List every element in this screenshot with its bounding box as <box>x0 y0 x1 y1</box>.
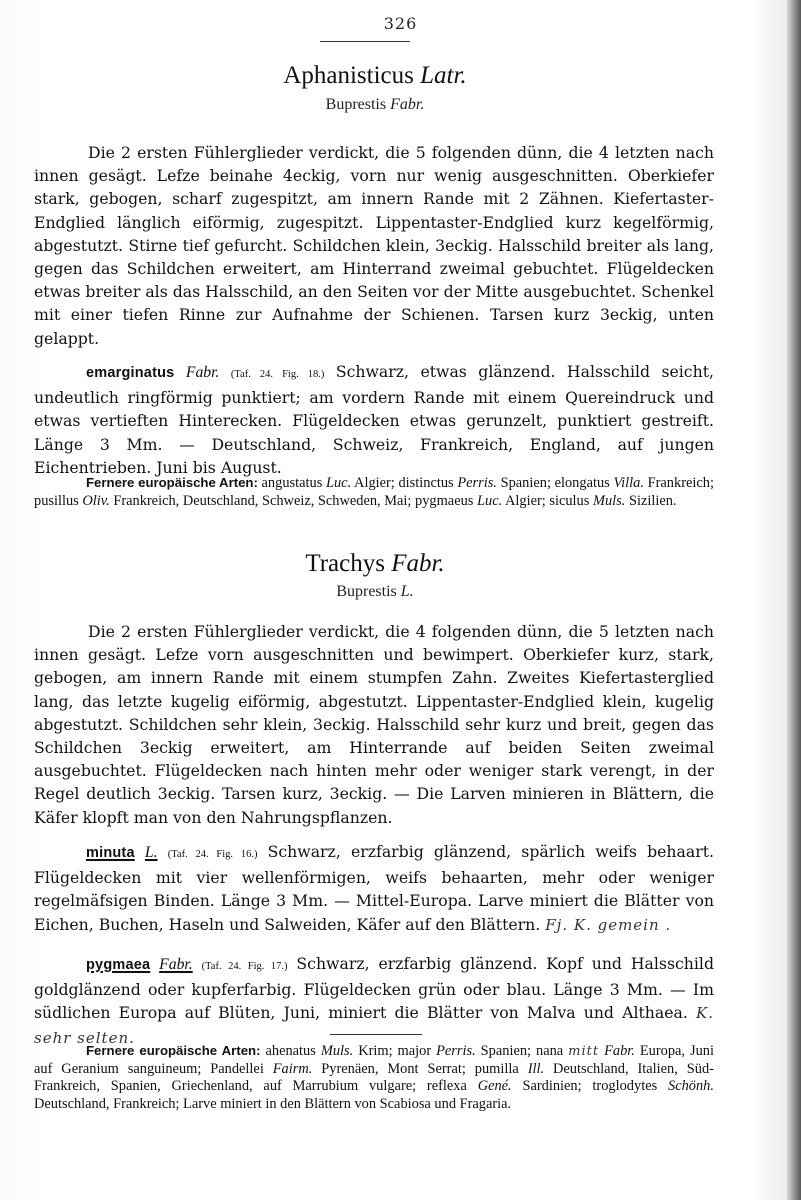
plate-reference: (Taf. 24. Fig. 17.) <box>201 961 288 972</box>
further-text: Deutschland, Frankreich; Larve miniert in den Blättern von Scabiosa und Fragaria. <box>34 1095 512 1112</box>
further-text: Spanien; nana <box>480 1043 564 1059</box>
synonym-author: L. <box>400 583 414 600</box>
further-species-lead: Fernere europäische Arten: <box>86 475 258 490</box>
genus-synonym <box>0 583 750 601</box>
species-entry-pygmaea <box>34 952 714 1050</box>
further-text: Frankreich, Deutschland, Schweiz, Schweden, Mai; pygmaeus <box>113 492 474 509</box>
species-name: emarginatus <box>86 365 175 381</box>
page-number: 326 <box>383 14 418 33</box>
page-number-rule <box>320 41 410 42</box>
genus-heading-trachys <box>0 550 750 578</box>
further-species-list <box>34 1042 714 1113</box>
further-author: Fabr. <box>604 1043 635 1059</box>
further-author: Perris. <box>457 475 497 491</box>
further-text: Algier; distinctus <box>354 475 454 491</box>
genus-name: Aphanisticus <box>283 62 414 89</box>
genus-author: Fabr. <box>391 550 445 577</box>
further-author: Luc. <box>325 475 352 491</box>
species-entry-minuta <box>34 840 714 937</box>
genus-description <box>34 141 714 350</box>
species-entry-emarginatus <box>34 360 714 479</box>
species-name: minuta <box>86 845 135 861</box>
further-author: Muls. <box>592 492 626 509</box>
species-author: Fabr. <box>159 956 193 973</box>
species-text: Schwarz, etwas glänzend. Halsschild seicht, undeutlich ringförmig punktiert; am vordern Rande mit einem Quereindruck und etwas vertieften Hinterecken. Flügeldecken etwas gerunzelt, punktiert gestreift. Länge 3 Mm. — Deutschland, Schweiz, Frankreich, England, auf jungen Eichentrieben. Juni bis August. <box>34 362 714 477</box>
synonym-genus: Buprestis <box>336 583 397 600</box>
further-text: Spanien; elongatus <box>500 475 610 491</box>
further-text: Krim; major <box>358 1043 432 1059</box>
handwritten-note: Fj. K. gemein . <box>545 915 672 934</box>
synonym-author: Fabr. <box>390 96 425 113</box>
further-text: ahenatus <box>265 1043 316 1059</box>
further-text: Frankreich; pusillus <box>34 475 714 509</box>
further-text: Sardinien; troglodytes <box>522 1078 658 1095</box>
description-text: Die 2 ersten Fühlerglieder verdickt, die 4 folgenden dünn, die 5 letzten nach innen gesägt. Lefze vorn ausgeschnitten und bewimpert. Oberkiefer kurz, stark, gebogen, am innern Rande mit einem stumpfen Zahn. Zweites Kiefertasterglied lang, das letzte kugelig eiförmig, abgestutzt. Lippentaster-Endglied klein, kugelig abgestutzt. Schildchen sehr klein, 3eckig. Halsschild sehr kurz und breit, gegen das Schildchen 3eckig erweitert, am Hinterrande auf beiden Seiten zweimal ausgebuchtet. Flügeldecken nach hinten mehr oder weniger stark verengt, in der Regel deutlich 3eckig. Tarsen kurz, 3eckig. — Die Larven minieren in Blättern, die Käfer klopft man von den Nahrungspflanzen. <box>34 622 714 827</box>
further-text: Deutschland, Italien, Süd-Frankreich, Spanien, Griechenland, auf Marrubium vulgare; reflexa <box>34 1060 714 1095</box>
synonym-genus: Buprestis <box>325 96 387 113</box>
genus-author: Latr. <box>420 62 467 89</box>
species-author: L. <box>144 844 158 861</box>
section-separator <box>330 1034 422 1035</box>
handwritten-note: K. sehr selten. <box>34 1004 714 1047</box>
further-species-lead: Fernere europäische Arten: <box>86 1043 261 1058</box>
species-text: Schwarz, erzfarbig glänzend, spärlich weifs behaart. Flügeldecken mit vier wellenförmigen, weifs behaarten, mehr oder weniger regelmäfsigen Binden. Länge 3 Mm. — Mittel-Europa. Larve miniert die Blätter von Eichen, Buchen, Haseln und Salweiden, Käfer auf den Blättern. <box>34 842 714 934</box>
species-author: Fabr. <box>185 364 220 381</box>
further-species-list <box>34 474 714 510</box>
further-text: Sizilien. <box>628 492 677 509</box>
genus-heading-aphanisticus <box>0 62 750 90</box>
further-author: Villa. <box>613 475 644 491</box>
further-author: Muls. <box>320 1043 354 1059</box>
further-text: Europa, Juni auf Geranium sanguineum; Pandellei <box>34 1043 714 1077</box>
further-text: angustatus <box>261 475 323 491</box>
further-author: Luc. <box>477 492 503 509</box>
genus-synonym <box>0 96 750 114</box>
description-text: Die 2 ersten Fühlerglieder verdickt, die 5 folgenden dünn, die 4 letzten nach innen gesägt. Lefze beinahe 4eckig, vorn nur wenig ausgeschnitten. Oberkiefer stark, gebogen, scharf zugespitzt, am innern Rande mit 2 Zähnen. Kiefertaster-Endglied länglich eiförmig, zugespitzt. Lippentaster-Endglied kurz kegelförmig, abgestutzt. Stirne tief gefurcht. Schildchen klein, 3eckig. Halsschild breiter als lang, gegen das Schildchen erweitert, am Hinterrand zweimal gebuchtet. Flügeldecken etwas breiter als das Halsschild, an den Seiten vor der Mitte ausgebuchtet. Schenkel mit einer tiefen Rinne zur Aufnahme der Schienen. Tarsen kurz 3eckig, unten gelappt. <box>34 143 714 348</box>
genus-name: Trachys <box>305 550 385 577</box>
species-text: Schwarz, erzfarbig glänzend. Kopf und Halsschild goldglänzend oder kupferfarbig. Flügeldecken grün oder blau. Länge 3 Mm. — Im südlichen Europa auf Blüten, Juni, miniert die Blätter von Malva und Althaea. <box>34 954 714 1023</box>
further-author: Oliv. <box>82 492 110 509</box>
plate-reference: (Taf. 24. Fig. 16.) <box>167 849 258 860</box>
further-author: Ill. <box>527 1060 545 1077</box>
further-text: Pyrenäen, Mont Serrat; pumilla <box>321 1060 519 1077</box>
plate-reference: (Taf. 24. Fig. 18.) <box>230 369 325 380</box>
handwritten-margin-note: mitt <box>568 1044 600 1059</box>
further-author: Schönh. <box>668 1078 714 1095</box>
further-author: Gené. <box>477 1078 512 1095</box>
further-author: Fairm. <box>272 1060 313 1077</box>
further-text: Algier; siculus <box>505 492 590 509</box>
genus-description <box>34 620 714 829</box>
further-author: Perris. <box>436 1043 476 1059</box>
species-name: pygmaea <box>86 957 151 973</box>
page-binding-shadow <box>787 0 801 1200</box>
